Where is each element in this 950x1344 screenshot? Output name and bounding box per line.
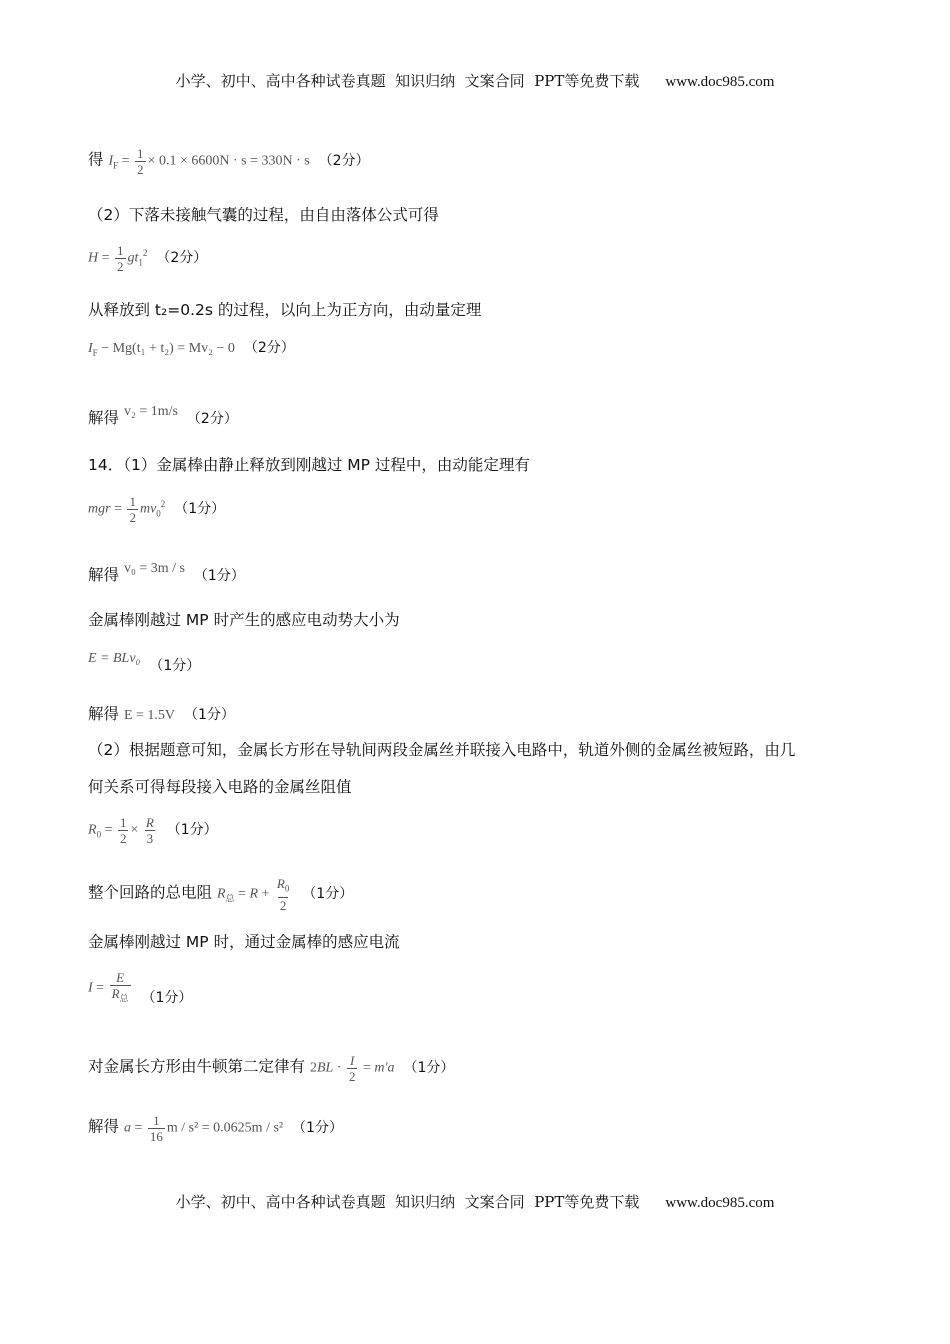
score-mark: （1分） [403,1059,455,1076]
text-line: 从释放到 t₂=0.2s 的过程，以向上为正方向，由动量定理 [88,301,482,319]
math-expression: v₀ = 3m / s [123,561,185,576]
text-line: 金属棒刚越过 MP 时产生的感应电动势大小为 [88,611,400,629]
score-mark: （1分） [183,707,235,723]
page-footer-banner [0,1191,950,1212]
text-line: 金属棒刚越过 MP 时，通过金属棒的感应电流 [88,933,400,951]
math-expression: mgr = $\frac{1}{2}$ $mv_0^2$ [88,494,166,525]
header-banner-text: 小学、初中、高中各种试卷真题 知识归纳 文案合同 PPT等免费下载 [175,72,640,90]
page-header-banner [0,70,950,91]
line-prefix: 得 [88,150,104,169]
eq-impulse-value [88,146,370,177]
score-mark: （1分） [166,821,218,838]
score-mark: （2分） [186,411,238,427]
footer-banner-text: 小学、初中、高中各种试卷真题 知识归纳 文案合同 PPT等免费下载 [175,1193,640,1211]
question-14-heading: 14．（1）金属棒由静止释放到刚越过 MP 过程中，由动能定理有 [88,456,530,474]
score-mark: （1分） [141,989,193,1006]
eq-free-fall [88,243,207,274]
score-mark: （1分） [193,568,245,584]
footer-site-link[interactable]: www.doc985.com [665,1195,775,1211]
eq-acceleration-result [88,1113,343,1144]
header-site-link[interactable]: www.doc985.com [665,74,775,90]
eq-emf [88,650,200,673]
score-mark: （2分） [243,340,295,356]
eq-momentum-theorem [88,340,295,358]
eq-energy-theorem [88,494,225,525]
math-expression: v₂ = 1m/s [123,404,178,419]
line-prefix: 解得 [88,409,120,427]
eq-total-resistance [88,876,353,913]
math-expression: a = $\frac{1}{16}$ m / s² = 0.0625m / s² [123,1113,284,1144]
eq-v2-result [88,405,238,427]
eq-segment-resistance [88,815,218,846]
text-line: （2）下落未接触气囊的过程，由自由落体公式可得 [88,206,439,224]
math-expression: H = $\frac{1}{2}$ $gt_1^2$ [88,243,148,274]
score-mark: （2分） [156,249,208,266]
score-mark: （1分） [174,500,226,517]
math-expression: $R_0$ = $\frac{1}{2}$ × $\frac{R}{3}$ [88,815,154,846]
math-expression: E = 1.5V [123,708,176,723]
math-expression: E = BLv₀ [88,651,141,666]
eq-v0-result [88,562,245,584]
math-expression: $I_F - Mg(t_1 + t_2) = Mv_2 - 0$ [88,341,235,358]
text-line: （2）根据题意可知，金属长方形在导轨间两段金属丝并联接入电路中，轨道外侧的金属丝被短路，由几 [88,741,796,759]
score-mark: （1分） [292,1119,343,1136]
score-mark: （1分） [302,885,354,902]
line-prefix: 解得 [88,1117,120,1136]
text-line: 何关系可得每段接入电路的金属丝阻值 [88,778,352,796]
score-mark: （2分） [318,152,370,169]
eq-induced-current [88,970,192,1007]
math-expression: 2BL · $\frac{I}{2}$ = m′a [309,1053,395,1084]
eq-newton-second-law [88,1053,454,1084]
line-prefix: 整个回路的总电阻 [88,883,213,902]
math-expression: $I_F$ = $\frac{1}{2}$ × 0.1 × 6600N · s = 330N · s [108,146,310,177]
math-expression: I = $\frac{E}{R_总}$ [88,970,133,1007]
line-prefix: 解得 [88,566,120,584]
math-expression: $R_总 = R$ + $\frac{R_0}{2}$ [216,876,290,913]
eq-emf-result [88,707,235,723]
score-mark: （1分） [149,658,201,674]
line-prefix: 对金属长方形由牛顿第二定律有 [88,1057,306,1076]
line-prefix: 解得 [88,705,120,723]
